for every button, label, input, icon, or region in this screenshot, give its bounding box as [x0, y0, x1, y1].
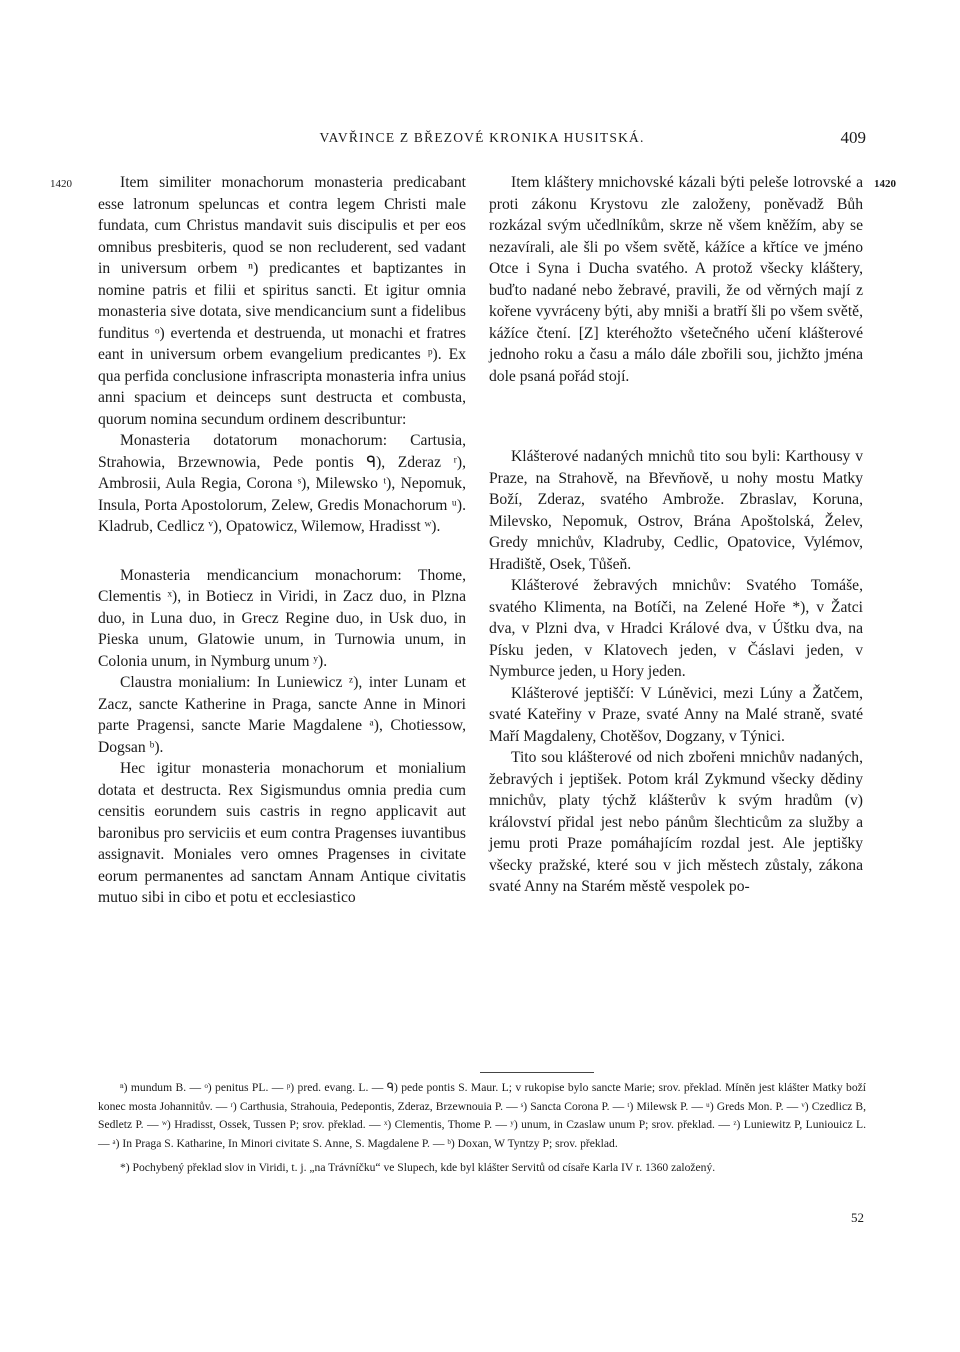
czech-paragraph-1: Item kláštery mnichovské kázali býti peleše lotrovské a proti zákonu Krystovu zle založeny, poněvadž Bůh rozkázal svým učedlníkům, skrze ně všem kněžím, aby se nezavírali, ale šli po všem světě, kážíce a křtíce ve jméno Otce i Syna i Ducha svatého. A protož všecky kláštery, buďto nadané nebo žebravé, pravili, že od věrných mají z kořene vyvráceny býti, aby mniši a bratří šli po všem světě, kážíce čtení. [Z] kteréhožto všetečného učení klášterové jednoho roku a času a málo dále zbořili sou, jichžto jména dole psaná pořád stojí.	[489, 174, 863, 385]
page-header	[98, 130, 866, 154]
sheet-signature: 52	[851, 1210, 864, 1225]
czech-paragraph-2: Klášterové nadaných mnichů tito sou byli: Karthousy v Praze, na Strahově, na Břevňově, u nohy mostu Matky Boží, Zderaz, svatého Ambrože. Zbraslav, Koruna, Milevsko, Nepomuk, Ostrov, Brána Apoštolská, Želev, Gredy mnichův, Kladruby, Cedlic, Opatovice, Vylémov, Hradiště, Osek, Tůšeň.	[489, 448, 863, 573]
czech-paragraph-5: Tito sou klášterové od nich zbořeni mnichův nadaných, žebravých i jeptišek. Potom král Zykmund všecky dědiny mnichův, platy týchž klášterův k svým hradům (v) království přidal jest nebo pánům šlechticům za služby a jemu proti Praze pomáhajícím rozdal jest. Ale jeptišky všecky pražské, které sou v jich městech zůstaly, zákona svaté Anny na Starém městě vespolek po-	[489, 749, 863, 895]
page-number: 409	[840, 128, 866, 147]
translation-footnote: *) Pochybený překlad slov in Viridi, t. j. „na Trávníčku“ ve Slupech, kde byl klášter Servitů od císaře Karla IV r. 1360 založený.	[120, 1161, 716, 1174]
critical-apparatus: ⁿ) mundum B. — ᵒ) penitus PL. — ᵖ) pred. evang. L. — ᑫ) pede pontis S. Maur. L; v rukopise bylo sancte Marie; srov. překlad. Míněn jest klášter Matky boží konec mosta Johannitův. — ʳ) Carthusia, Strahouia, Pedepontis, Zderaz, Brzewnouia P. — ˢ) Sancta Corona P. — ᵗ) Milewsk P. — ᵘ) Greds Mon. P. — ᵛ) Czedlicz B, Sedletz P. — ʷ) Hradisst, Ossek, Tussen P; srov. překlad. — ˣ) Clementis, Thome P. — ʸ) unum, in Czaslaw unum P; srov. překlad. — ᶻ) Luniewitz P, Luniouicz L. — ᵃ) In Praga S. Katharine, In Minori civitate S. Anne, S. Magdalene P. — ᵇ) Doxan, W Tyntzy P; srov. překlad.	[98, 1081, 866, 1150]
footnote-divider	[480, 1072, 594, 1073]
margin-year-right: 1420	[874, 178, 896, 190]
margin-year-left: 1420	[50, 178, 72, 190]
latin-paragraph-5: Hec igitur monasteria monachorum et monialium dotata et destructa. Rex Sigismundus omnia predia cum censitis eorundem suis castris in regno applicavit aut baronibus pro serviciis et eum contra Pragenses iuvantibus assignavit. Moniales vero omnes Pragenses in civitate eorum permanentes ad sanctam Annam Antique civitatis mutuo sibi in cibo et potu et ecclesiastico	[98, 760, 466, 906]
latin-paragraph-2: Monasteria dotatorum monachorum: Cartusia, Strahowia, Brzewnowia, Pede pontis ᑫ), Zderaz ʳ), Ambrosii, Aula Regia, Corona ˢ), Milewsko ᵗ), Nepomuk, Insula, Porta Apostolorum, Zelew, Gredis Monachorum ᵘ). Kladrub, Cedlicz ᵛ), Opatowicz, Wilemow, Hradisst ʷ).	[98, 432, 466, 535]
footnotes	[98, 1079, 866, 1178]
running-title: VAVŘINCE Z BŘEZOVÉ KRONIKA HUSITSKÁ.	[319, 130, 645, 145]
czech-paragraph-3: Klášterové žebravých mnichův: Svatého Tomáše, svatého Klimenta, na Botíči, na Zelené Hoře *), v Žatci dva, v Plzni dva, v Hradci Králové dva, v Úštku dva, na Písku jeden, v Klatovech jeden, v Čáslavi jeden, v Nymburce jeden, u Hory jeden.	[489, 577, 863, 680]
latin-paragraph-1: Item similiter monachorum monasteria predicabant esse latronum speluncas et contra legem Christi male fundata, cum Christus mandavit suis discipulis et per eos omnibus presbiteris, quod se non recluderent, sed vadant in universum orbem ⁿ) predicantes et baptizantes in nomine patris et filii et spiritus sancti. Et igitur omnia monasteria sive dotata, sive mendicancium sunt a fidelibus funditus ᵒ) evertenda et destruenda, ut monachi et fratres eant in universum orbem evangelium predicantes ᵖ). Ex qua perfida conclusione infrascripta monasteria infra unius anni spacium et deinceps sunt destructa et combusta, quorum nomina secundum ordinem describuntur:	[98, 174, 466, 428]
czech-paragraph-4: Klášterové jeptiščí: V Lúněvici, mezi Lúny a Žatčem, svaté Kateřiny v Praze, svaté Anny na Malé straně, svaté Maří Magdaleny, Chotěšov, Dogzany, v Týnici.	[489, 684, 863, 745]
czech-column	[489, 172, 863, 898]
latin-paragraph-4: Claustra monialium: In Luniewicz ᶻ), inter Lunam et Zacz, sancte Katherine in Praga, sancte Anne in Minori parte Pragensi, sancte Marie Magdalene ᵃ), Chotiessow, Dogsan ᵇ).	[98, 674, 466, 756]
latin-paragraph-3: Monasteria mendicancium monachorum: Thome, Clementis ˣ), in Botiecz in Viridi, in Zacz duo, in Plzna duo, in Luna duo, in Grecz Regine duo, in Usk duo, in Pieska unum, Glatowie unum, in Turnowia unum, in Colonia unum, in Nymburg unum ʸ).	[98, 566, 466, 670]
latin-column	[98, 172, 466, 909]
